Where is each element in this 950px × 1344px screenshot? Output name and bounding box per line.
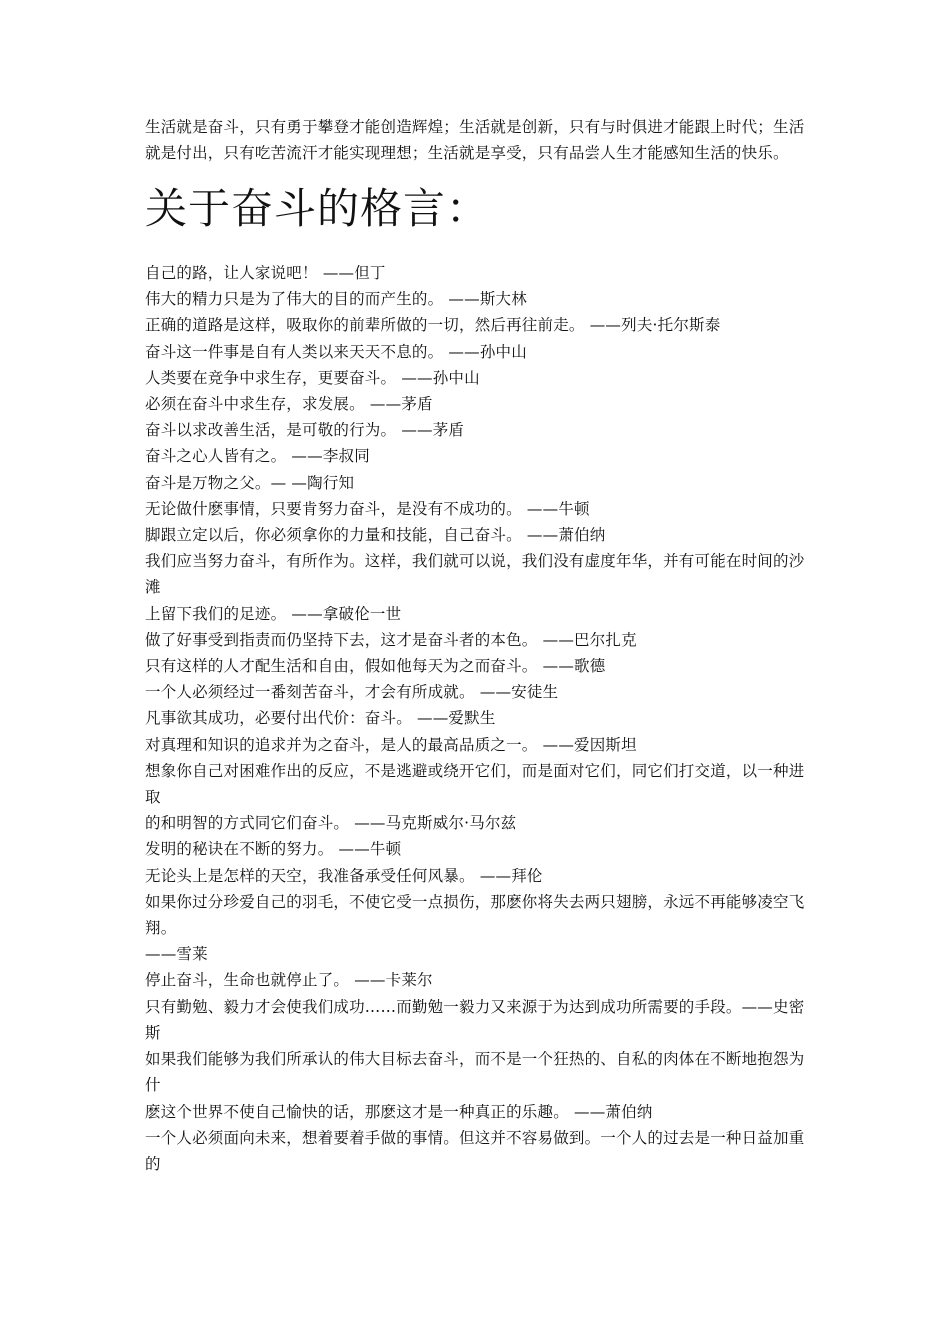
quote-line: 如果我们能够为我们所承认的伟大目标去奋斗，而不是一个狂热的、自私的肉体在不断地抱怨为什 <box>145 1050 805 1095</box>
document-page <box>145 114 810 1177</box>
quote-line: 自己的路，让人家说吧！ ——但丁 <box>145 264 386 282</box>
quote-line: 麽这个世界不使自己愉快的话，那麽这才是一种真正的乐趣。 ——萧伯纳 <box>145 1102 653 1121</box>
quote-list <box>145 260 810 1177</box>
quote-line: 一个人必须面向未来，想着要着手做的事情。但这并不容易做到。一个人的过去是一种日益加重的 <box>145 1128 805 1173</box>
quote-line: 做了好事受到指责而仍坚持下去，这才是奋斗者的本色。 ——巴尔扎克 <box>145 630 637 649</box>
quote-line: 发明的秘诀在不断的努力。 ——牛顿 <box>145 840 402 859</box>
quote-line: ——雪莱 <box>145 945 208 964</box>
quote-line: 一个人必须经过一番刻苦奋斗，才会有所成就。 ——安徒生 <box>145 683 559 702</box>
quote-line: 的和明智的方式同它们奋斗。 ——马克斯威尔·马尔兹 <box>145 814 517 833</box>
quote-line: 凡事欲其成功，必要付出代价：奋斗。 ——爱默生 <box>145 709 496 728</box>
quote-line: 如果你过分珍爱自己的羽毛，不使它受一点损伤，那麽你将失去两只翅膀，永远不再能够凌空飞翔。 <box>145 892 805 938</box>
quote-line: 人类要在竞争中求生存，更要奋斗。 ——孙中山 <box>145 368 480 387</box>
quote-line: 奋斗是万物之父。— —陶行知 <box>145 473 355 492</box>
quote-line: 奋斗这一件事是自有人类以来天天不息的。 ——孙中山 <box>145 342 527 361</box>
quote-line: 想象你自己对困难作出的反应，不是逃避或绕开它们，而是面对它们，同它们打交道，以一种进取 <box>145 761 805 807</box>
quote-line: 我们应当努力奋斗，有所作为。这样，我们就可以说，我们没有虚度年华，并有可能在时间的沙滩 <box>145 552 805 597</box>
quote-line: 只有勤勉、毅力才会使我们成功……而勤勉一毅力又来源于为达到成功所需要的手段。——史密斯 <box>145 997 805 1042</box>
quote-line: 对真理和知识的追求并为之奋斗，是人的最高品质之一。 ——爱因斯坦 <box>145 735 637 754</box>
quote-line: 无论做什麽事情，只要肯努力奋斗，是没有不成功的。 ——牛顿 <box>145 499 590 518</box>
intro-paragraph: 生活就是奋斗，只有勇于攀登才能创造辉煌；生活就是创新，只有与时俱进才能跟上时代；生活就是付出，只有吃苦流汗才能实现理想；生活就是享受，只有品尝人生才能感知生活的快乐。 <box>145 118 805 162</box>
quote-line: 停止奋斗，生命也就停止了。 ——卡莱尔 <box>145 971 433 990</box>
section-heading: 关于奋斗的格言： <box>145 184 490 233</box>
quote-line: 上留下我们的足迹。 ——拿破伦一世 <box>145 604 402 623</box>
quote-line: 奋斗之心人皆有之。 ——李叔同 <box>145 447 370 466</box>
quote-line: 正确的道路是这样，吸取你的前辈所做的一切，然后再往前走。 ——列夫·托尔斯泰 <box>145 316 721 335</box>
quote-line: 只有这样的人才配生活和自由，假如他每天为之而奋斗。 ——歌德 <box>145 657 606 676</box>
quote-line: 无论头上是怎样的天空，我准备承受任何风暴。 ——拜伦 <box>145 866 543 885</box>
quote-line: 脚跟立定以后，你必须拿你的力量和技能，自己奋斗。 ——萧伯纳 <box>145 526 606 545</box>
quote-line: 必须在奋斗中求生存，求发展。 ——茅盾 <box>145 395 433 414</box>
quote-line: 伟大的精力只是为了伟大的目的而产生的。 ——斯大林 <box>145 290 527 309</box>
quote-line: 奋斗以求改善生活，是可敬的行为。 ——茅盾 <box>145 421 465 440</box>
